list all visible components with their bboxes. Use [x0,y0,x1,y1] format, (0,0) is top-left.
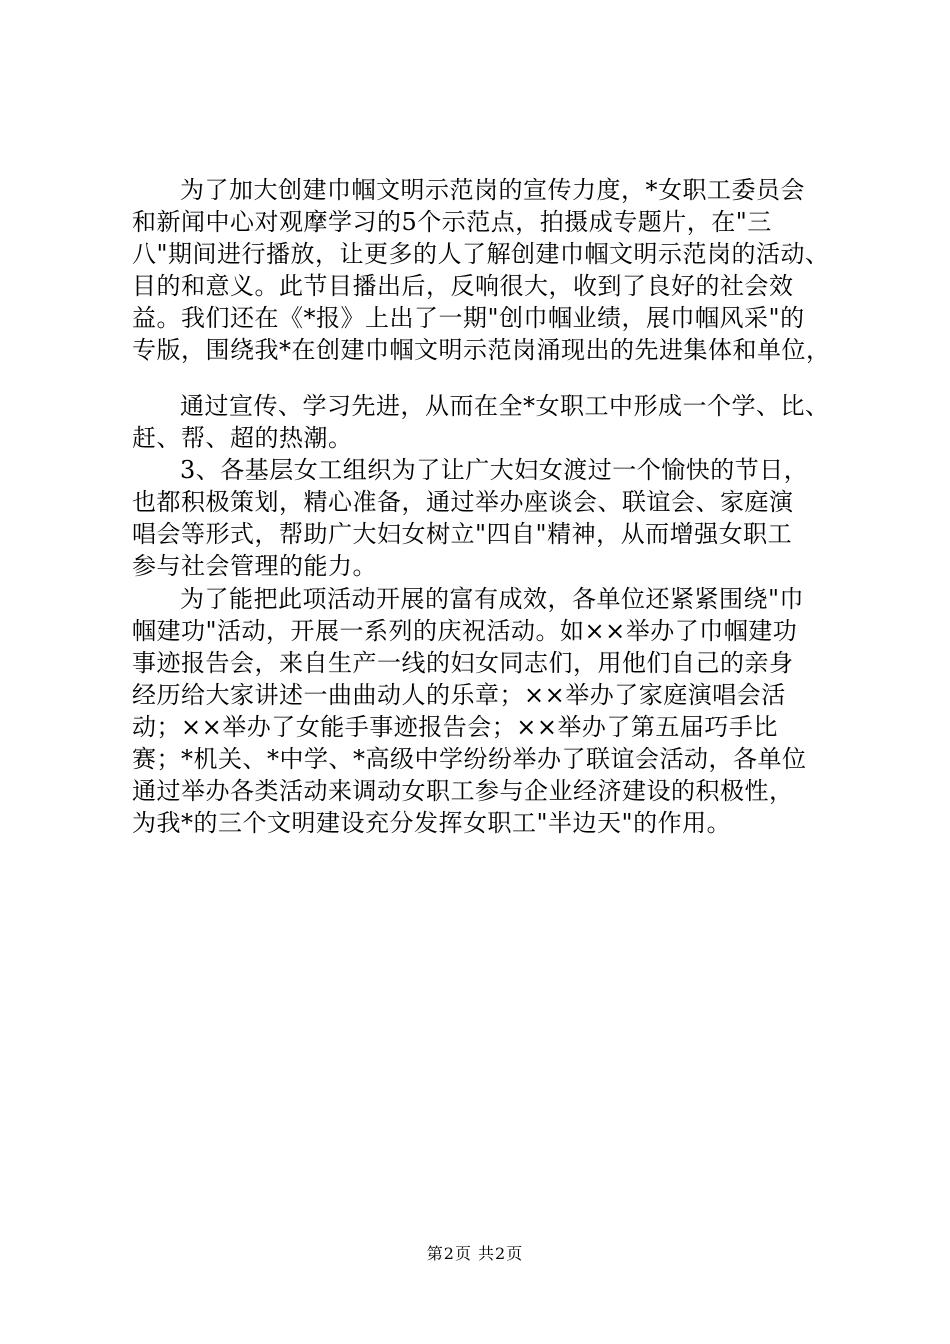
paragraph-4-line-1: 为了能把此项活动开展的富有成效，各单位还紧紧围绕"巾 [180,585,805,613]
paragraph-4-line-6: 赛；*机关、*中学、*高级中学纷纷举办了联谊会活动，各单位 [132,745,807,773]
paragraph-4-line-2: 帼建功"活动，开展一系列的庆祝活动。如××举办了巾帼建功 [132,617,798,645]
paragraph-3-line-2: 也都积极策划，精心准备，通过举办座谈会、联谊会、家庭演 [132,488,794,516]
paragraph-2-line-1: 通过宣传、学习先进，从而在全*女职工中形成一个学、比、 [180,392,830,420]
paragraph-2-line-2: 赶、帮、超的热潮。 [132,424,353,452]
paragraph-3-line-4: 参与社会管理的能力。 [132,552,377,580]
paragraph-4-line-5: 动；××举办了女能手事迹报告会；××举办了第五届巧手比 [132,713,778,741]
paragraph-3-line-1: 3、各基层女工组织为了让广大妇女渡过一个愉快的节日， [180,456,809,484]
paragraph-1-line-4: 目的和意义。此节目播出后，反响很大，收到了良好的社会效 [132,272,794,300]
paragraph-4-line-7: 通过举办各类活动来调动女职工参与企业经济建设的积极性， [132,777,794,805]
paragraph-3-line-3: 唱会等形式，帮助广大妇女树立"四自"精神，从而增强女职工 [132,520,793,548]
paragraph-4-line-3: 事迹报告会，来自生产一线的妇女同志们，用他们自己的亲身 [132,649,794,677]
page-number-footer: 第2页 共2页 [426,1244,524,1263]
paragraph-1-line-3: 八"期间进行播放，让更多的人了解创建巾帼文明示范岗的活动、 [132,240,830,268]
paragraph-1-line-2: 和新闻中心对观摩学习的5个示范点，拍摄成专题片，在"三 [132,208,772,236]
paragraph-1-line-1: 为了加大创建巾帼文明示范岗的宣传力度，*女职工委员会 [180,176,805,204]
paragraph-4-line-8: 为我*的三个文明建设充分发挥女职工"半边天"的作用。 [132,809,732,837]
paragraph-4-line-4: 经历给大家讲述一曲曲动人的乐章；××举办了家庭演唱会活 [132,681,786,709]
paragraph-1-line-6: 专版，围绕我*在创建巾帼文明示范岗涌现出的先进集体和单位， [132,336,831,364]
paragraph-1-line-5: 益。我们还在《*报》上出了一期"创巾帼业绩，展巾帼风采"的 [132,304,805,332]
